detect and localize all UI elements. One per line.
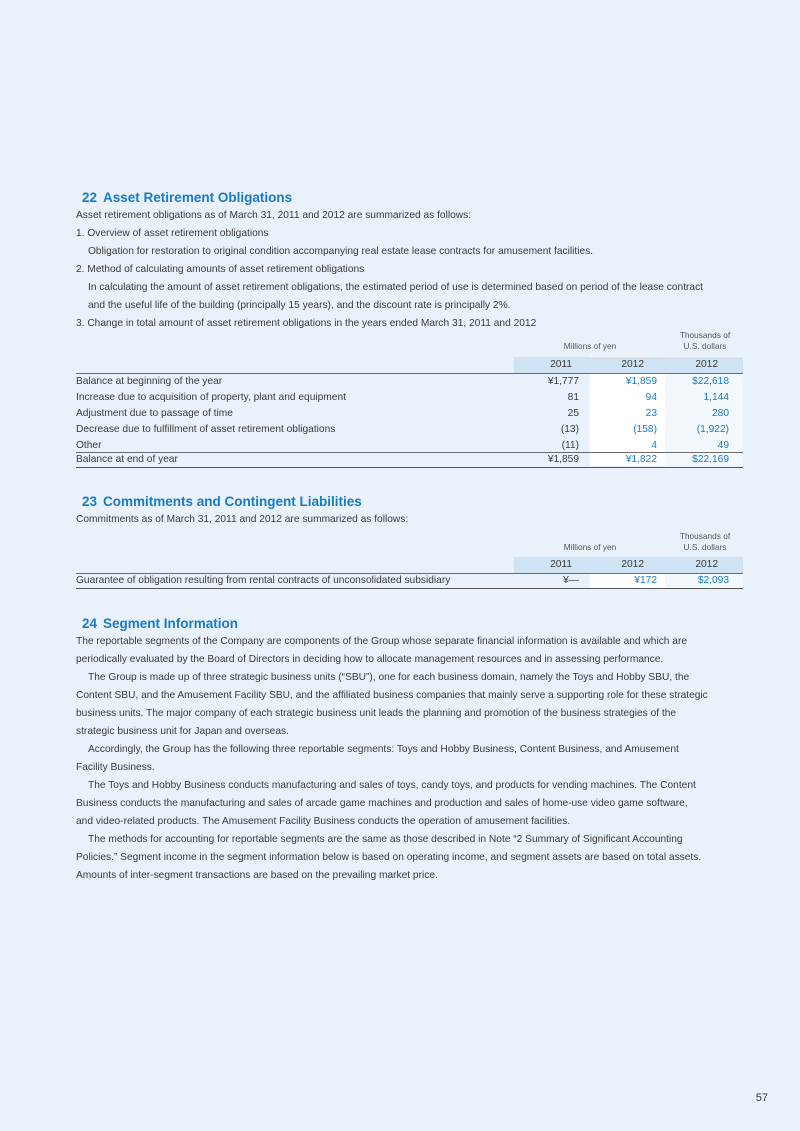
col-header-2012-usd: 2012	[695, 359, 718, 370]
s22-item2-text1: In calculating the amount of asset retirement obligations, the estimated period of use is determined based on period of the lease contract	[88, 282, 704, 293]
unit-thousands-of: Thousands of	[679, 330, 731, 340]
section-22-title: 22 Asset Retirement Obligations	[82, 190, 293, 205]
table-row: Increase due to acquisition of property, plant and equipment 81 94 1,144	[76, 392, 729, 403]
s24-line: business units. The major company of each strategic business unit leads the planning and promotion of the business strategies of the	[76, 708, 677, 719]
col-header-2011: 2011	[550, 359, 572, 370]
table-rule-bottom	[76, 588, 743, 589]
col-header-2012-usd: 2012	[695, 559, 718, 570]
col-header-2012-yen: 2012	[621, 559, 644, 570]
s24-line: The methods for accounting for reportable segments are the same as those described in Note “2 Summary of Significant Accounting	[88, 834, 683, 845]
page-number: 57	[755, 1092, 768, 1104]
unit-thousands-of: Thousands of	[679, 531, 731, 541]
s24-line: Accordingly, the Group has the following three reportable segments: Toys and Hobby Business, Content Business, and Amusement	[88, 744, 679, 755]
s24-line: Amounts of inter-segment transactions are based on the prevailing market price.	[76, 870, 438, 881]
unit-usd: U.S. dollars	[683, 542, 727, 552]
table-row: Other (11) 4 49	[76, 440, 729, 451]
table-row: Decrease due to fulfillment of asset retirement obligations (13) (158) (1,922)	[76, 424, 729, 435]
s24-line: periodically evaluated by the Board of Directors in deciding how to allocate management resources and in assessing performance.	[76, 654, 664, 665]
s24-line: Content SBU, and the Amusement Facility SBU, and the affiliated business companies that mainly serve a supporting role for these strategic	[76, 690, 708, 701]
unit-usd: U.S. dollars	[683, 341, 727, 351]
s24-line: The reportable segments of the Company are components of the Group whose separate financial information is available and which are	[76, 636, 688, 647]
s22-item3: 3. Change in total amount of asset retirement obligations in the years ended March 31, 2011 and 2012	[76, 318, 537, 329]
unit-millions-yen: Millions of yen	[563, 341, 617, 351]
s24-line: Policies.” Segment income in the segment information below is based on operating income, and segment assets are based on total assets.	[76, 852, 702, 863]
table-row: Balance at beginning of the year ¥1,777 ¥1,859 $22,618	[76, 376, 729, 387]
table-row-total: Balance at end of year ¥1,859 ¥1,822 $22,169	[76, 454, 729, 465]
s24-line: The Group is made up of three strategic business units (“SBU”), one for each business domain, namely the Toys and Hobby SBU, the	[88, 672, 690, 683]
s24-line: Facility Business.	[76, 762, 155, 773]
col-header-2012-yen: 2012	[621, 359, 644, 370]
table-row: Adjustment due to passage of time 25 23 280	[76, 408, 729, 419]
section-23-title: 23 Commitments and Contingent Liabilities	[82, 494, 362, 509]
section-24-title: 24 Segment Information	[82, 616, 239, 631]
s24-line: and video-related products. The Amusement Facility Business conducts the operation of amusement facilities.	[76, 816, 571, 827]
s24-line: strategic business unit for Japan and overseas.	[76, 726, 289, 737]
table-row: Guarantee of obligation resulting from rental contracts of unconsolidated subsidiary ¥— ¥172 $2,093	[76, 575, 729, 586]
s22-item1: 1. Overview of asset retirement obligations	[76, 228, 269, 239]
s23-intro: Commitments as of March 31, 2011 and 2012 are summarized as follows:	[76, 514, 409, 525]
s22-item2: 2. Method of calculating amounts of asset retirement obligations	[76, 264, 365, 275]
col-header-2011: 2011	[550, 559, 572, 570]
unit-millions-yen: Millions of yen	[563, 542, 617, 552]
s22-item2-text2: and the useful life of the building (principally 15 years), and the discount rate is principally 2%.	[88, 300, 511, 311]
s22-intro: Asset retirement obligations as of March 31, 2011 and 2012 are summarized as follows:	[76, 210, 472, 221]
s24-line: Business conducts the manufacturing and sales of arcade game machines and production and sales of home-use video game software,	[76, 798, 688, 809]
s24-line: The Toys and Hobby Business conducts manufacturing and sales of toys, candy toys, and products for vending machines. The Content	[88, 780, 696, 791]
table-rule-bottom	[76, 467, 743, 468]
s22-item1-text: Obligation for restoration to original condition accompanying real estate lease contracts for amusement facilities.	[88, 246, 594, 257]
